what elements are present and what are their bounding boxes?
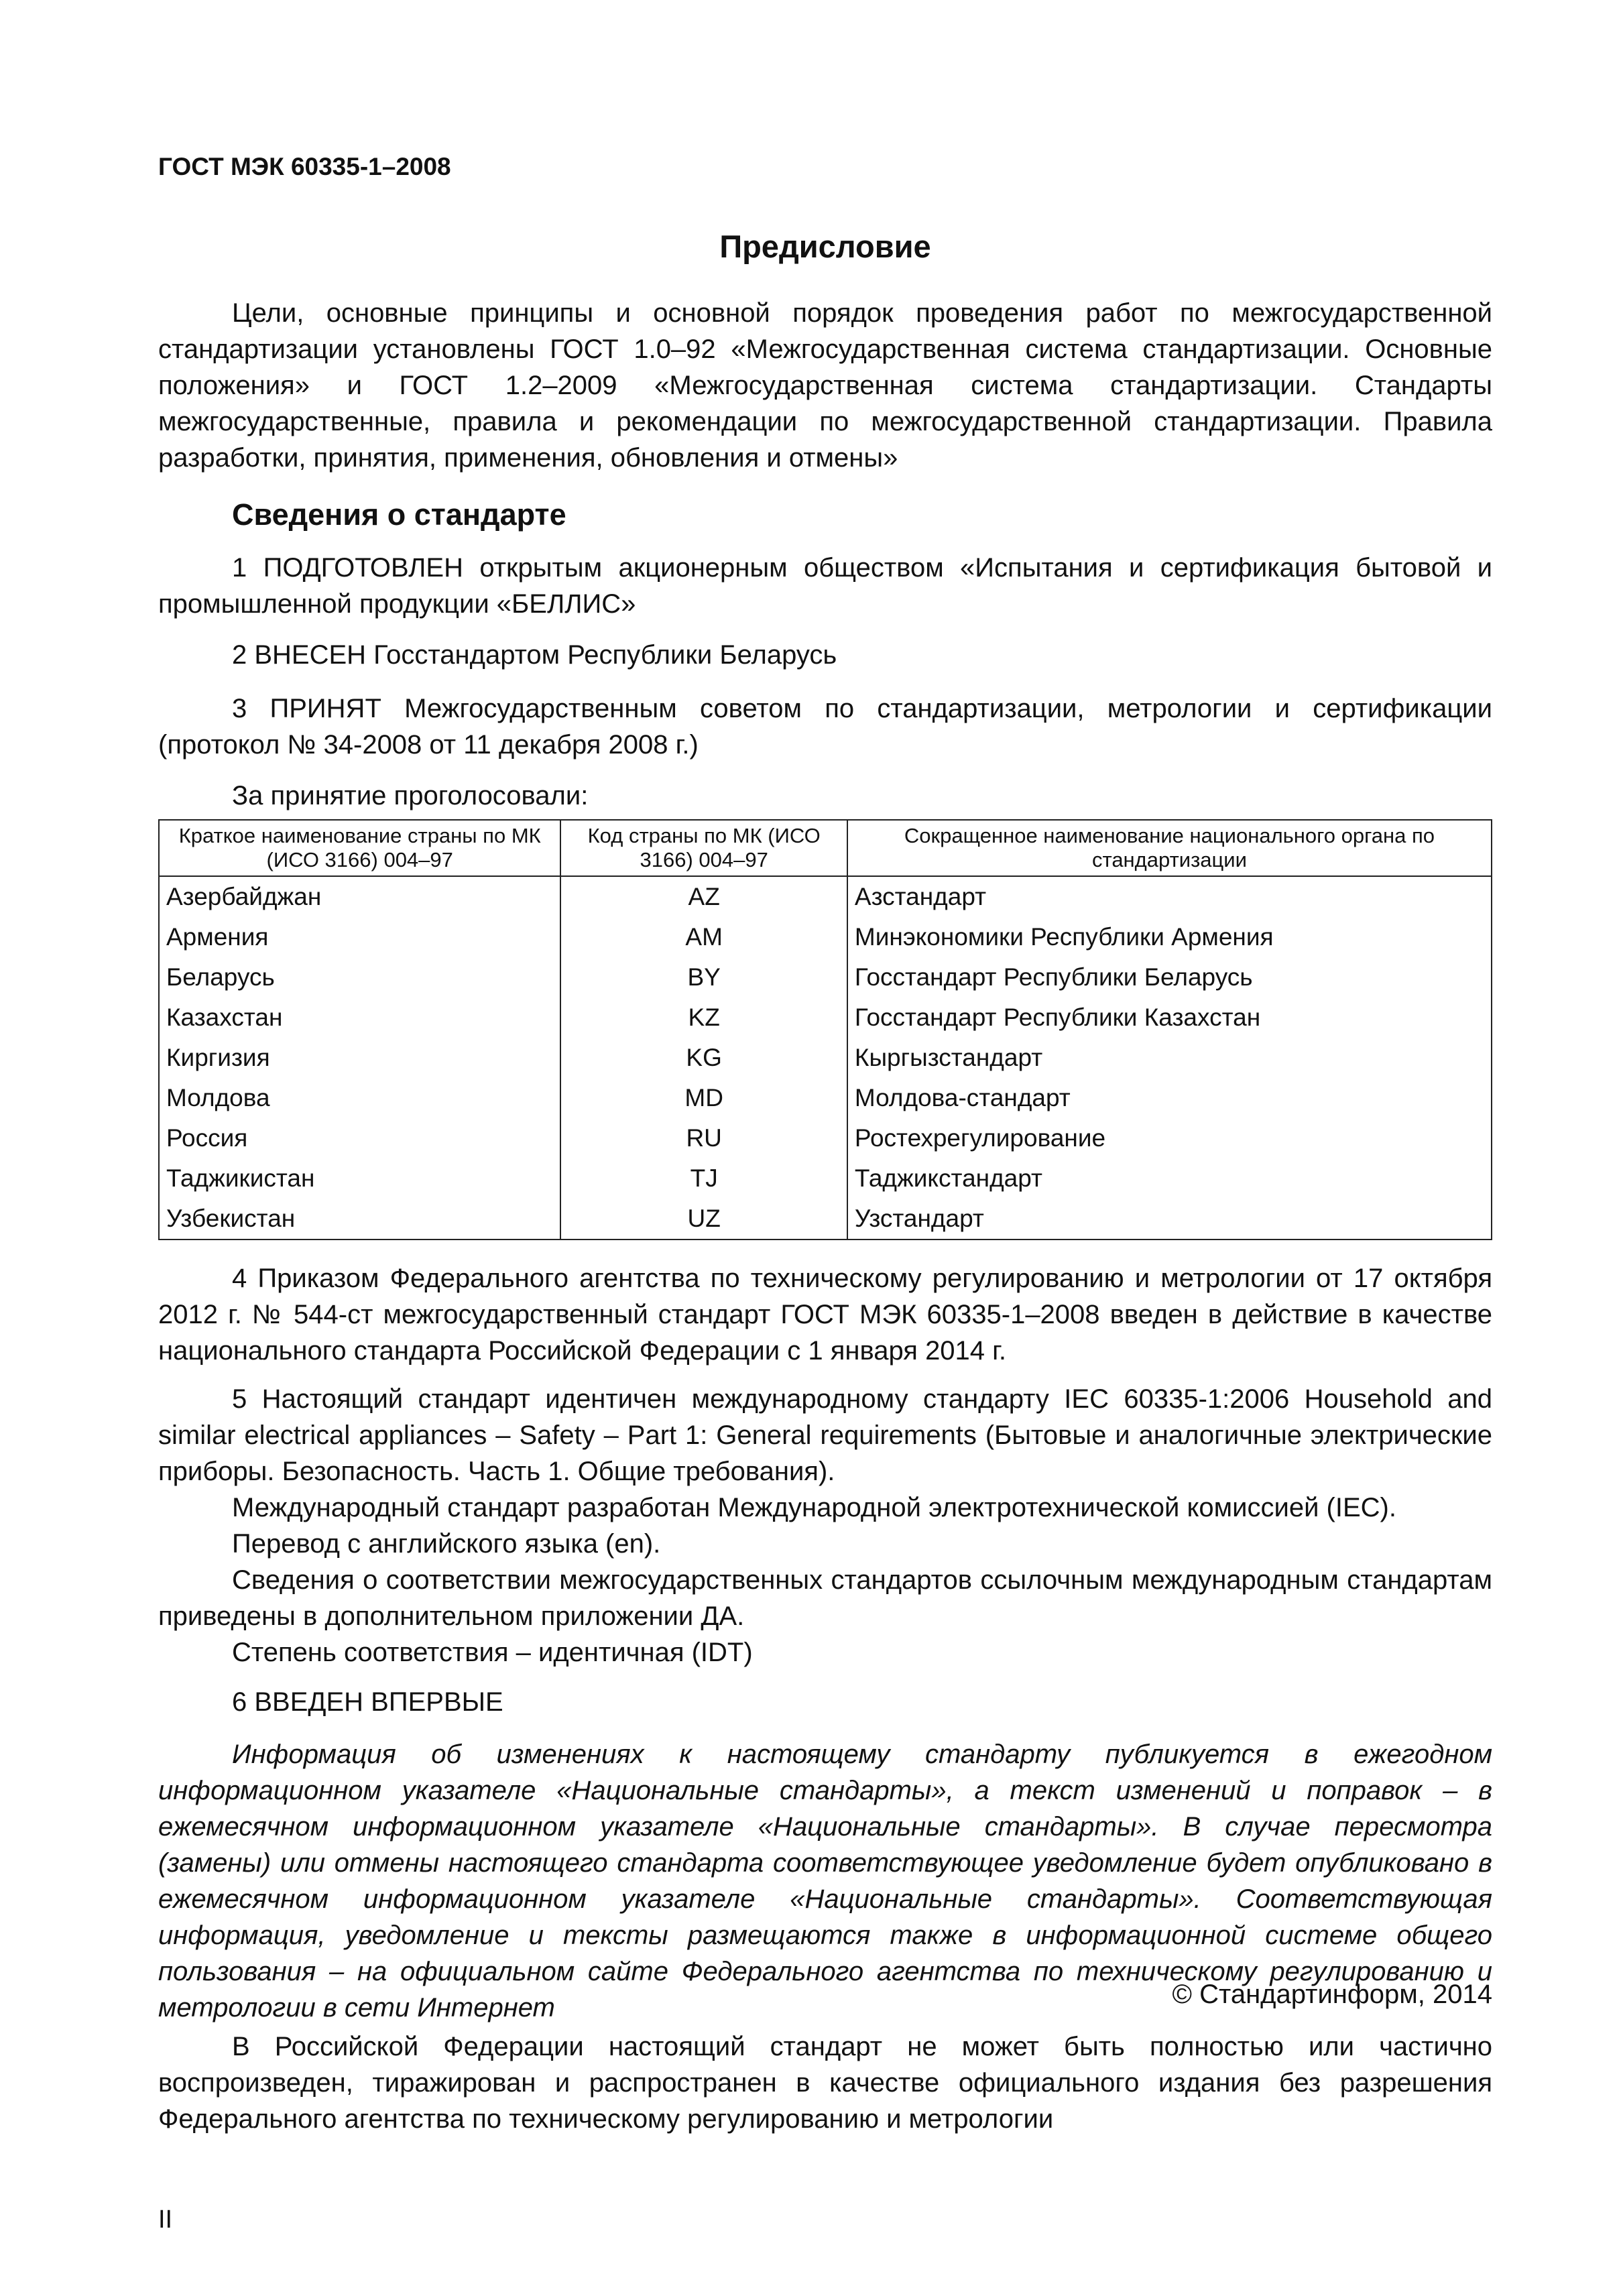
info-item-6: 6 ВВЕДЕН ВПЕРВЫЕ (232, 1687, 503, 1717)
cell-code: UZ (560, 1199, 847, 1240)
cell-body: Минэкономики Республики Армения (847, 917, 1492, 957)
table-row (159, 998, 1492, 1038)
column-header-code: Код страны по МК (ИСО 3166) 004–97 (560, 820, 847, 876)
copyright: © Стандартинформ, 2014 (1172, 1980, 1492, 2009)
item-5-translation: Перевод с английского языка (en). (232, 1529, 661, 1559)
cell-country: Беларусь (159, 957, 560, 998)
info-title: Сведения о стандарте (232, 497, 566, 532)
cell-body: Узстандарт (847, 1199, 1492, 1240)
page-number: II (158, 2206, 173, 2234)
table-row (159, 1118, 1492, 1158)
table-row (159, 1038, 1492, 1078)
info-item-3: 3 ПРИНЯТ Межгосударственным советом по стандартизации, метрологии и сертификации (протокол № 34-2008 от 11 декабря 2008 г.) (158, 694, 1492, 760)
table-row (159, 876, 1492, 917)
cell-body: Ростехрегулирование (847, 1118, 1492, 1158)
cell-code: TJ (560, 1158, 847, 1199)
item-5-refs: Сведения о соответствии межгосударственных стандартов ссылочным международным стандартам приведены в дополнительном приложении ДА. (158, 1565, 1492, 1631)
cell-country: Таджикистан (159, 1158, 560, 1199)
info-item-2: 2 ВНЕСЕН Госстандартом Республики Беларусь (232, 640, 837, 670)
item-5-degree: Степень соответствия – идентичная (IDT) (232, 1638, 753, 1667)
changes-info: Информация об изменениях к настоящему стандарту публикуется в ежегодном информационном указателе «Национальные стандарты», а текст изменений и поправок – в ежемесячном информационном указателе «Национальные стандарты». В случае пересмотра (замены) или отмены настоящего стандарта соответствующее уведомление будет опубликовано в ежемесячном информационном указателе «Национальные стандарты». Соответствующая информация, уведомление и тексты размещаются также в информационной системе общего пользования – на официальном сайте Федерального агентства по техническому регулированию и метрологии в сети Интернет (158, 1740, 1492, 2022)
cell-body: Молдова-стандарт (847, 1078, 1492, 1118)
table-header-row (159, 820, 1492, 876)
cell-body: Азстандарт (847, 876, 1492, 917)
cell-body: Госстандарт Республики Казахстан (847, 998, 1492, 1038)
cell-country: Казахстан (159, 998, 560, 1038)
cell-code: AM (560, 917, 847, 957)
info-item-5: 5 Настоящий стандарт идентичен международному стандарту IEC 60335-1:2006 Household and similar electrical appliances – Safety – Part 1: General requirements (Бытовые и аналогичные электрические приборы. Безопасность. Часть 1. Общие требования). (158, 1384, 1492, 1486)
cell-code: MD (560, 1078, 847, 1118)
foreword-title: Предисловие (719, 229, 931, 264)
table-row (159, 957, 1492, 998)
document-code: ГОСТ МЭК 60335-1–2008 (158, 153, 451, 180)
item-5-developer: Международный стандарт разработан Международной электротехнической комиссией (IEC). (232, 1493, 1396, 1522)
cell-body: Кыргызстандарт (847, 1038, 1492, 1078)
cell-body: Таджикстандарт (847, 1158, 1492, 1199)
cell-body: Госстандарт Республики Беларусь (847, 957, 1492, 998)
cell-country: Киргизия (159, 1038, 560, 1078)
foreword-text: Цели, основные принципы и основной порядок проведения работ по межгосударственной стандартизации установлены ГОСТ 1.0–92 «Межгосударственная система стандартизации. Основные положения» и ГОСТ 1.2–2009 «Межгосударственная система стандартизации. Стандарты межгосударственные, правила и рекомендации по межгосударственной стандартизации. Правила разработки, принятия, применения, обновления и отмены» (158, 298, 1492, 473)
table-row (159, 1199, 1492, 1240)
cell-country: Россия (159, 1118, 560, 1158)
cell-country: Азербайджан (159, 876, 560, 917)
cell-code: KG (560, 1038, 847, 1078)
cell-country: Армения (159, 917, 560, 957)
info-item-4: 4 Приказом Федерального агентства по техническому регулированию и метрологии от 17 октября 2012 г. № 544-ст межгосударственный стандарт ГОСТ МЭК 60335-1–2008 введен в действие в качестве национального стандарта Российской Федерации с 1 января 2014 г. (158, 1264, 1492, 1366)
table-row (159, 1158, 1492, 1199)
table-row (159, 917, 1492, 957)
cell-code: KZ (560, 998, 847, 1038)
votes-table (158, 819, 1492, 1240)
cell-country: Узбекистан (159, 1199, 560, 1240)
reproduction-notice: В Российской Федерации настоящий стандарт не может быть полностью или частично воспроизведен, тиражирован и распространен в качестве официального издания без разрешения Федерального агентства по техническому регулированию и метрологии (158, 2032, 1492, 2134)
info-item-1: 1 ПОДГОТОВЛЕН открытым акционерным обществом «Испытания и сертификация бытовой и промышленной продукции «БЕЛЛИС» (158, 553, 1492, 619)
cell-code: BY (560, 957, 847, 998)
table-row (159, 1078, 1492, 1118)
column-header-body: Сокращенное наименование национального органа по стандартизации (847, 820, 1492, 876)
cell-code: AZ (560, 876, 847, 917)
votes-label: За принятие проголосовали: (232, 781, 589, 810)
cell-country: Молдова (159, 1078, 560, 1118)
column-header-country: Краткое наименование страны по МК (ИСО 3166) 004–97 (159, 820, 560, 876)
cell-code: RU (560, 1118, 847, 1158)
